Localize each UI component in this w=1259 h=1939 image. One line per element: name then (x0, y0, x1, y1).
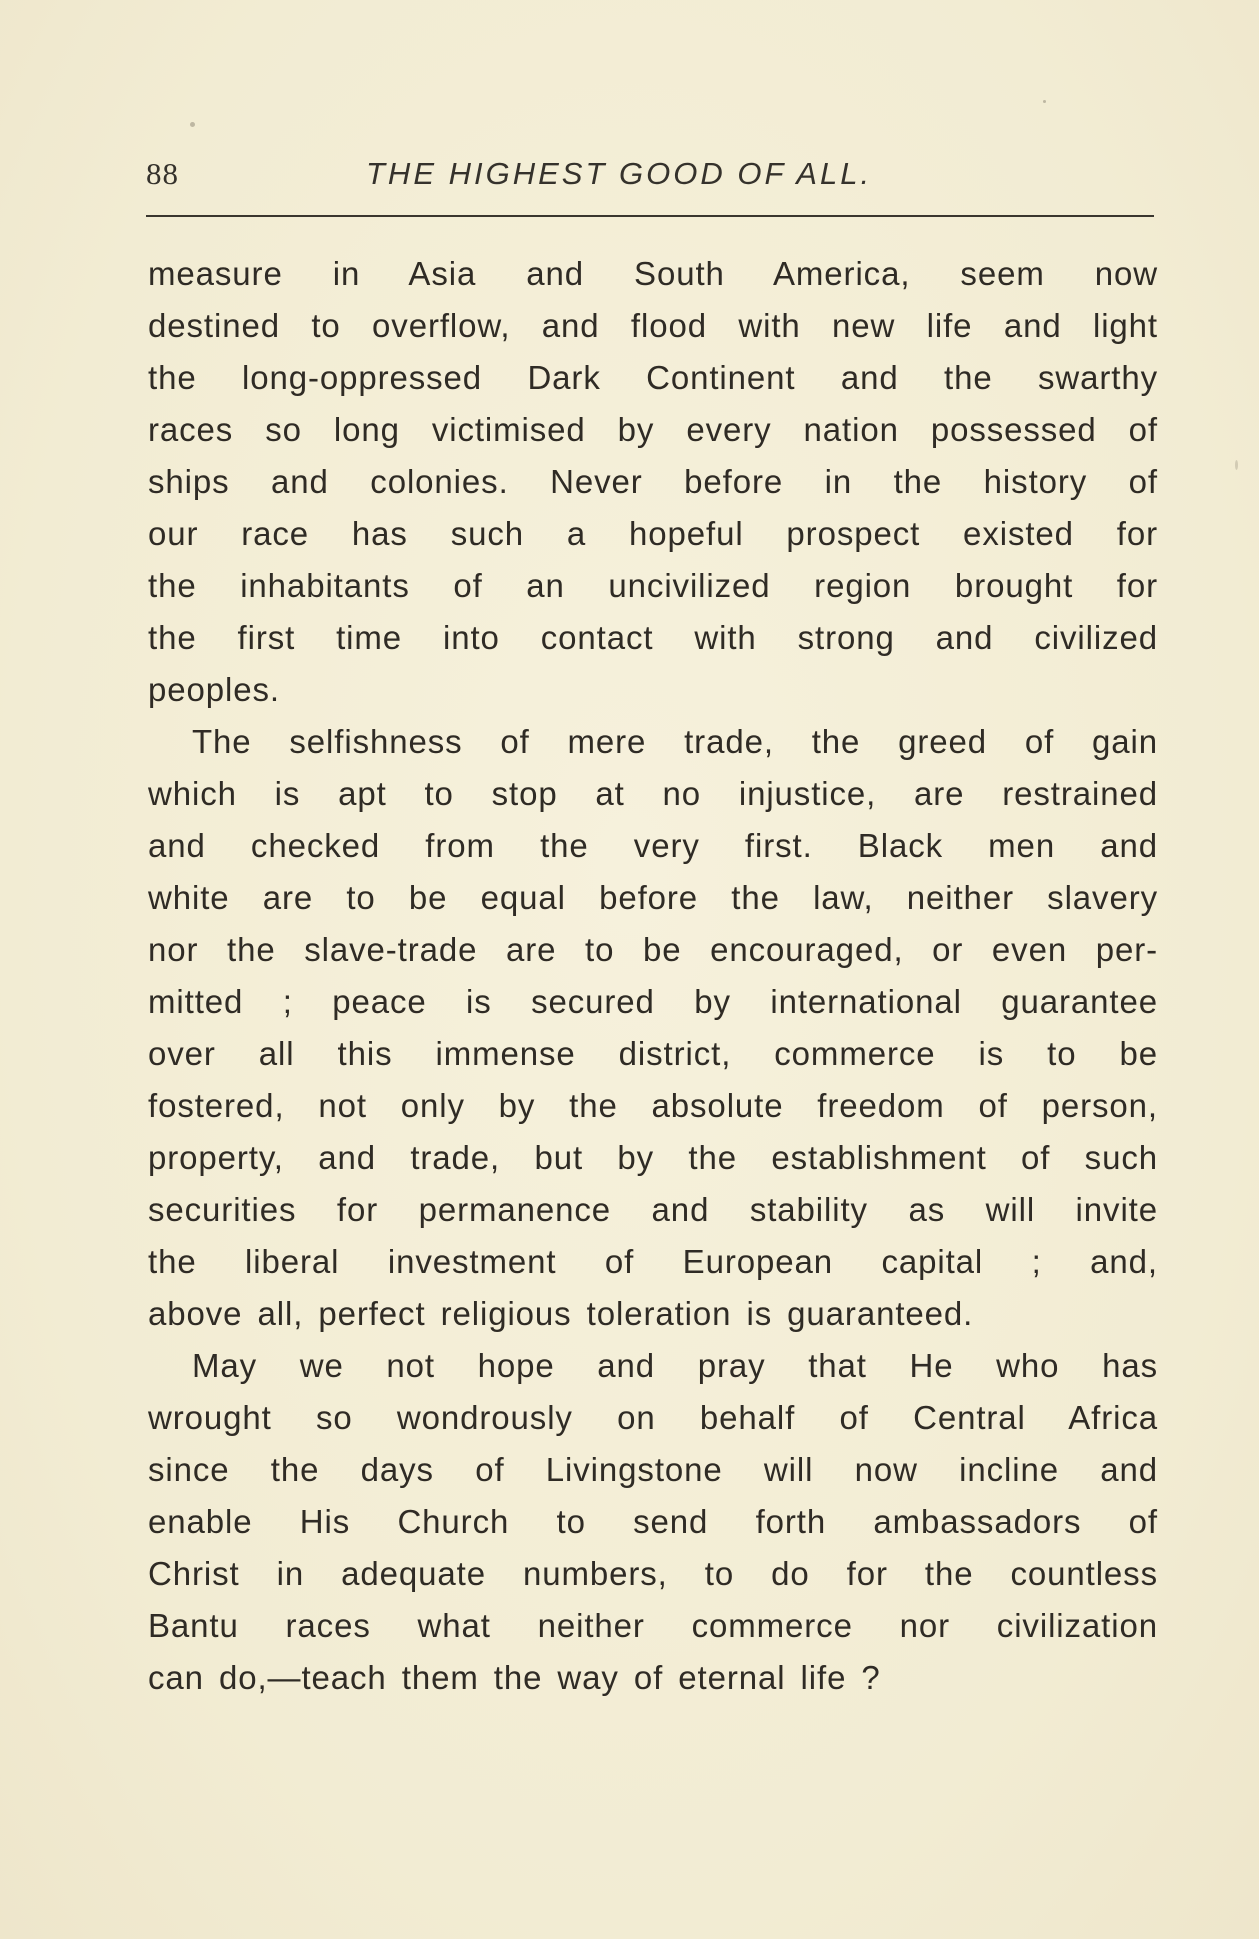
text-line: Bantu races what neither commerce nor civilization (148, 1607, 1158, 1644)
text-line: the long-oppressed Dark Continent and the swarthy (148, 359, 1158, 396)
text-line: our race has such a hopeful prospect existed for (148, 515, 1158, 552)
text-line: property, and trade, but by the establishment of such (148, 1139, 1158, 1176)
text-line: securities for permanence and stability as will invite (148, 1191, 1158, 1228)
text-line: destined to overflow, and flood with new life and light (148, 307, 1158, 344)
text-line: nor the slave-trade are to be encouraged, or even per- (148, 931, 1158, 968)
text-line: which is apt to stop at no injustice, are restrained (148, 775, 1158, 812)
text-line: Christ in adequate numbers, to do for the countless (148, 1555, 1158, 1592)
text-line: wrought so wondrously on behalf of Central Africa (148, 1399, 1158, 1436)
text-line: races so long victimised by every nation possessed of (148, 411, 1158, 448)
running-title: THE HIGHEST GOOD OF ALL. (366, 156, 873, 191)
header-rule (146, 215, 1154, 217)
text-line: since the days of Livingstone will now incline and (148, 1451, 1158, 1488)
text-line: May we not hope and pray that He who has (192, 1347, 1158, 1384)
text-line: can do,—teach them the way of eternal life ? (148, 1659, 881, 1696)
body-text (148, 248, 1158, 1704)
text-line: ships and colonies. Never before in the history of (148, 463, 1158, 500)
running-head (146, 150, 1156, 200)
page-number: 88 (146, 156, 179, 191)
paragraph-3 (148, 1340, 1158, 1704)
text-line: mitted ; peace is secured by international guarantee (148, 983, 1158, 1020)
text-line: the inhabitants of an uncivilized region brought for (148, 567, 1158, 604)
text-line: peoples. (148, 671, 280, 708)
paper-speck (1235, 460, 1238, 470)
text-line: over all this immense district, commerce is to be (148, 1035, 1158, 1072)
text-line: enable His Church to send forth ambassadors of (148, 1503, 1158, 1540)
text-line: and checked from the very first. Black men and (148, 827, 1158, 864)
text-line: above all, perfect religious toleration is guaranteed. (148, 1295, 974, 1332)
text-line: white are to be equal before the law, neither slavery (148, 879, 1158, 916)
text-line: fostered, not only by the absolute freedom of person, (148, 1087, 1158, 1124)
text-line: the liberal investment of European capital ; and, (148, 1243, 1158, 1280)
text-line: the first time into contact with strong and civilized (148, 619, 1158, 656)
text-line: measure in Asia and South America, seem now (148, 255, 1158, 292)
paragraph-2 (148, 716, 1158, 1340)
text-line: The selfishness of mere trade, the greed of gain (192, 723, 1158, 760)
paper-speck (190, 122, 195, 127)
paragraph-1 (148, 248, 1158, 716)
paper-speck (1043, 100, 1046, 103)
